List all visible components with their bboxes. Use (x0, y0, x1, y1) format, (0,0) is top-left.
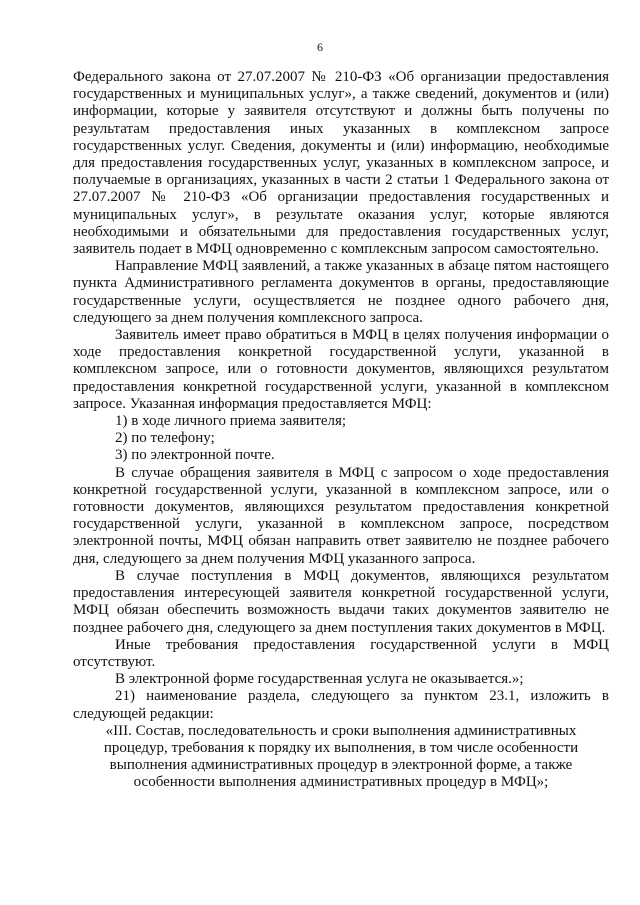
list-item-email: 3) по электронной почте. (115, 447, 275, 464)
paragraph-other-requirements: Иные требования предоставления государственной услуги в МФЦ отсутствуют. (73, 636, 609, 670)
paragraph-mfc-direction: Направление МФЦ заявлений, а также указанных в абзаце пятом настоящего пункта Административного регламента документов в органы, предоставляющие государственные услуги, осуществляется не позднее одного рабочего дня, следующего за днем получения комплексного запроса. (73, 258, 609, 326)
paragraph-email-request: В случае обращения заявителя в МФЦ с запросом о ходе предоставления конкретной государственной услуги, указанной в комплексном запросе, или о готовности документов, являющихся результатом предоставления конкретной государственной услуги, указанной в комплексном запросе, посредством электронной почты, МФЦ обязан направить ответ заявителю не позднее рабочего дня, следующего за днем получения МФЦ указанного запроса. (73, 464, 609, 567)
page-number: 6 (317, 40, 323, 54)
paragraph-continuation: Федерального закона от 27.07.2007 № 210-ФЗ «Об организации предоставления государственных и муниципальных услуг», а также сведений, документов и (или) информации, которые у заявителя отсутствуют и должны быть получены по результатам предоставления иных указанных в комплексном запросе государственных услуг. Сведения, документы и (или) информацию, необходимые для предоставления государственных услуг, указанных в комплексном запросе, и получаемые в организациях, указанных в части 2 статьи 1 Федерального закона от 27.07.2007 № 210-ФЗ «Об организации предоставления государственных и муниципальных услуг», в результате оказания услуг, которые являются необходимыми и обязательными для предоставления государственных услуг, заявитель подает в МФЦ одновременно с комплексным запросом самостоятельно. (73, 69, 609, 258)
paragraph-applicant-rights: Заявитель имеет право обратиться в МФЦ в целях получения информации о ходе предоставления конкретной государственной услуги, указанной в комплексном запросе, или о готовности документов, являющихся результатом предоставления конкретной государственной услуги, указанной в комплексном запросе. Указанная информация предоставляется МФЦ: (73, 327, 609, 412)
list-item-phone: 2) по телефону; (115, 430, 215, 447)
paragraph-electronic-form: В электронной форме государственная услуга не оказывается.»; (115, 671, 524, 688)
paragraph-amendment-21: 21) наименование раздела, следующего за пунктом 23.1, изложить в следующей редакции: (73, 688, 609, 722)
section-heading-quote: «III. Состав, последовательность и сроки выполнения административных процедур, требования к порядку их выполнения, в том числе особенности выполнения административных процедур в электронной форме, а также особенности выполнения административных процедур в МФЦ»; (103, 722, 579, 791)
document-body (73, 69, 609, 792)
list-item-personal-reception: 1) в ходе личного приема заявителя; (115, 413, 347, 430)
paragraph-documents-receipt: В случае поступления в МФЦ документов, являющихся результатом предоставления интересующей заявителя конкретной государственной услуги, МФЦ обязан обеспечить возможность выдачи таких документов заявителю не позднее рабочего дня, следующего за днем поступления таких документов в МФЦ. (73, 567, 609, 636)
